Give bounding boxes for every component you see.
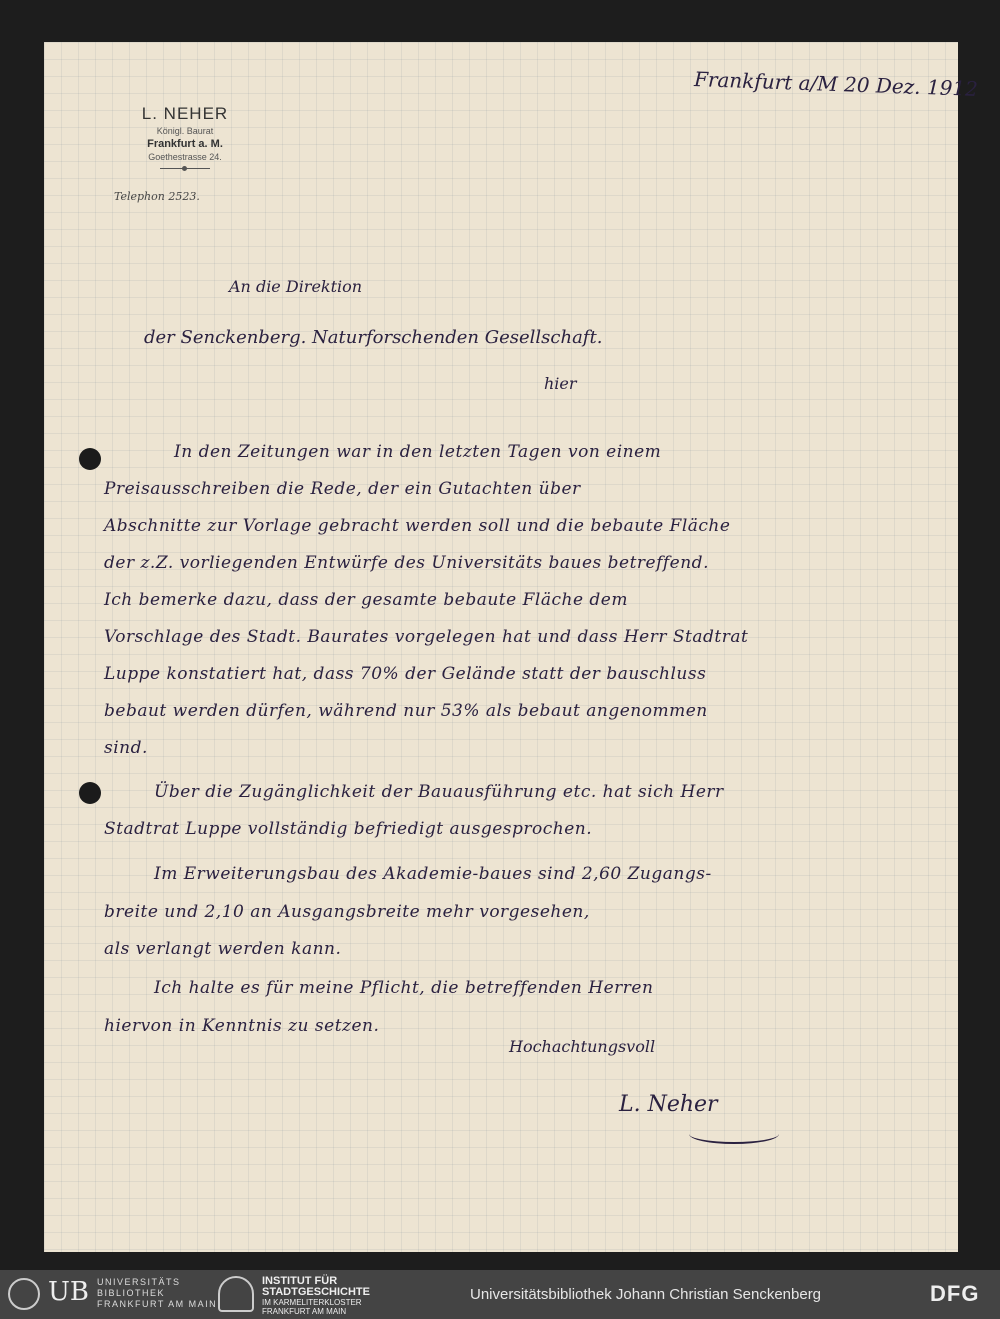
isg-text-line: INSTITUT FÜR [262, 1275, 338, 1287]
letterhead-name: L. NEHER [141, 104, 229, 123]
body-line: breite und 2,10 an Ausgangsbreite mehr vorgesehen, [104, 902, 590, 922]
punch-hole [79, 448, 101, 470]
body-line: bebaut werden dürfen, während nur 53% als bebaut angenommen [104, 701, 708, 721]
letterhead-street: Goethestrasse 24. [148, 152, 222, 162]
body-line: Abschnitte zur Vorlage gebracht werden soll und die bebaute Fläche [104, 516, 731, 536]
address-line: hier [544, 374, 577, 393]
isg-text-line: STADTGESCHICHTE [262, 1286, 370, 1298]
ub-text-line: BIBLIOTHEK [97, 1288, 166, 1298]
body-line: Ich halte es für meine Pflicht, die betreffenden Herren [154, 978, 654, 998]
letterhead [120, 104, 250, 169]
letterhead-title: Königl. Baurat [156, 126, 214, 136]
letter-page [44, 42, 979, 1252]
letter-signature: L. Neher [619, 1092, 718, 1117]
body-line: Luppe konstatiert hat, dass 70% der Gelände statt der bauschluss [104, 664, 707, 684]
letterhead-phone: Telephon 2523. [114, 190, 200, 203]
ub-seal-icon[interactable] [8, 1278, 40, 1310]
punch-hole [79, 782, 101, 804]
body-line: Stadtrat Luppe vollständig befriedigt ausgesprochen. [104, 819, 593, 839]
isg-building-icon[interactable] [218, 1276, 254, 1312]
footer-title: Universitätsbibliothek Johann Christian Senckenberg [470, 1286, 822, 1303]
body-line: Über die Zugänglichkeit der Bauausführung etc. hat sich Herr [154, 782, 724, 802]
body-line: sind. [104, 738, 148, 758]
letterhead-divider [160, 168, 210, 169]
letter-closing: Hochachtungsvoll [509, 1037, 656, 1056]
isg-sub-line: FRANKFURT AM MAIN [262, 1307, 347, 1316]
letter-date: Frankfurt a/M 20 Dez. 1912 [693, 67, 979, 101]
ub-logo-letters[interactable]: UB [48, 1277, 90, 1307]
body-line: In den Zeitungen war in den letzten Tagen von einem [174, 442, 662, 462]
address-line: An die Direktion [229, 277, 363, 296]
body-line: Preisausschreiben die Rede, der ein Gutachten über [104, 479, 581, 499]
body-line: Im Erweiterungsbau des Akademie-baues sind 2,60 Zugangs- [154, 864, 712, 884]
ub-text-line: FRANKFURT AM MAIN [97, 1299, 218, 1309]
body-line: hiervon in Kenntnis zu setzen. [104, 1016, 380, 1036]
body-line: der z.Z. vorliegenden Entwürfe des Universitäts baues betreffend. [104, 553, 709, 573]
address-line: der Senckenberg. Naturforschenden Gesellschaft. [144, 327, 603, 348]
body-line: Vorschlage des Stadt. Baurates vorgelegen hat und dass Herr Stadtrat [104, 627, 749, 647]
dfg-logo[interactable]: DFG [930, 1281, 980, 1306]
signature-flourish [689, 1124, 779, 1144]
ub-logo-text [97, 1277, 217, 1310]
isg-logo-text [262, 1276, 370, 1316]
body-line: als verlangt werden kann. [104, 939, 342, 959]
ub-text-line: UNIVERSITÄTS [97, 1277, 181, 1287]
footer-bar [0, 1270, 1000, 1319]
isg-sub-line: IM KARMELITERKLOSTER [262, 1298, 362, 1307]
letterhead-city: Frankfurt a. M. [147, 138, 223, 150]
body-line: Ich bemerke dazu, dass der gesamte bebaute Fläche dem [104, 590, 628, 610]
